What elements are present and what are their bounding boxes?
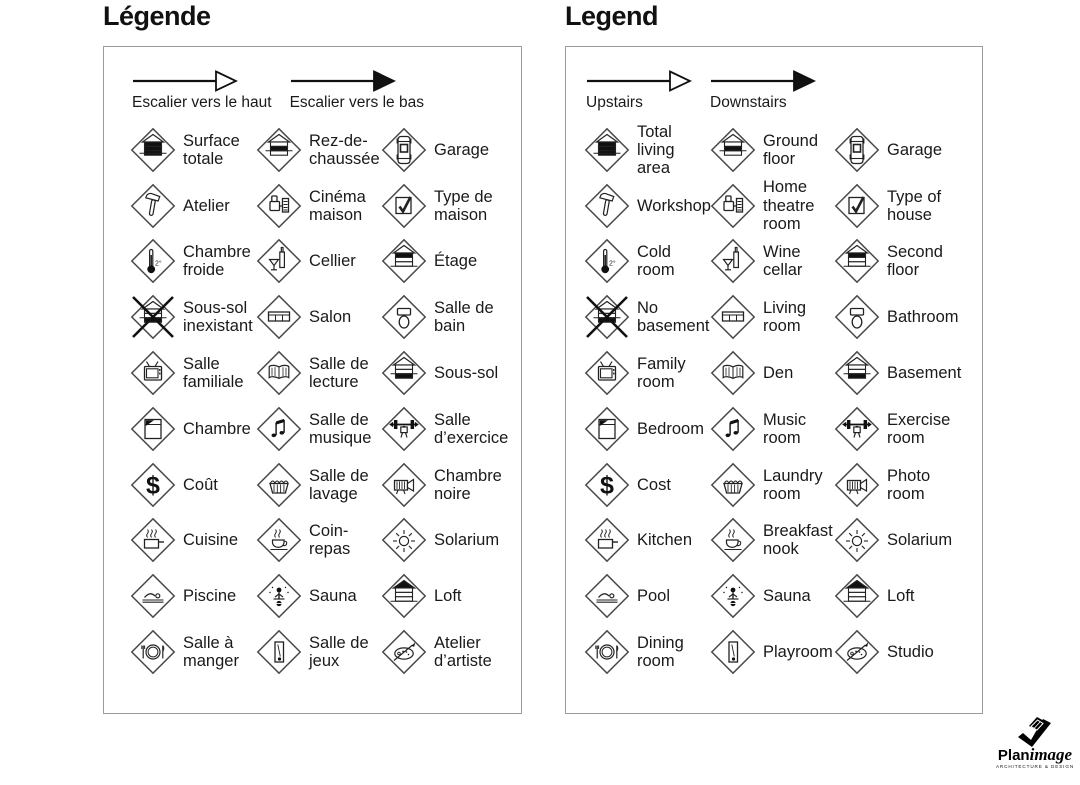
legend-item [710, 350, 834, 396]
tv-icon [584, 350, 630, 396]
checkbox-icon [834, 183, 880, 229]
legend-item [710, 406, 834, 452]
legend-item-label: Sauna [309, 587, 357, 606]
legend-item-label: Loft [887, 587, 915, 606]
legend-item-label: Laundry room [763, 466, 823, 503]
sauna-icon [710, 573, 756, 619]
legend-item-label: Total living area [637, 122, 675, 177]
legend-item-label: Den [763, 364, 794, 382]
sun-icon [834, 517, 880, 563]
legend-item [381, 183, 521, 229]
wine-icon [256, 238, 302, 284]
palette-icon [834, 629, 880, 675]
arrow-label: Upstairs [586, 94, 643, 111]
plate-icon [130, 629, 176, 675]
legend-item [584, 573, 710, 619]
pot-icon [130, 517, 176, 563]
legend-item-label: Salle de lecture [309, 354, 369, 392]
legend-item-label: Coin-repas [309, 522, 351, 559]
planimage-logo [986, 714, 1080, 769]
bed-icon [130, 406, 176, 452]
legend-item-label: Salle d’exercice [434, 410, 509, 447]
sauna-icon [256, 573, 302, 619]
legend-item [381, 573, 521, 619]
stairs-up-block [132, 69, 272, 112]
house-second-icon [834, 238, 880, 284]
legend-item-label: Bathroom [887, 308, 959, 327]
house-basement-icon [381, 350, 427, 396]
legend-item [834, 238, 974, 284]
stairs-up-block [586, 69, 692, 112]
legend-item-label: Second floor [887, 243, 943, 280]
legend-item [710, 294, 834, 340]
barbell-icon [381, 406, 427, 452]
svg-text:2°: 2° [155, 260, 162, 268]
legend-item [834, 517, 974, 563]
arrow-label: Downstairs [710, 94, 787, 111]
legend-item [584, 517, 710, 563]
book-icon [256, 350, 302, 396]
stairs-down-block [290, 69, 424, 112]
projector-icon [710, 183, 756, 229]
thermometer-icon [130, 238, 176, 284]
arrow-filled-icon [710, 69, 816, 93]
pool-icon [584, 573, 630, 619]
legend-item [130, 629, 256, 675]
legend-item [256, 406, 381, 452]
legend-item [130, 573, 256, 619]
legend-item-label: Rez-de-chaussée [309, 131, 380, 168]
house-nobasement-icon [584, 294, 630, 340]
svg-text:2°: 2° [609, 260, 616, 268]
pooltable-icon [256, 629, 302, 675]
stair-arrows [132, 69, 521, 112]
legend-item [834, 629, 974, 675]
music-icon [710, 406, 756, 452]
barbell-icon [834, 406, 880, 452]
legend-item [256, 294, 381, 340]
legend-item-label: Surface totale [183, 131, 240, 168]
legend-item [381, 238, 521, 284]
laundry-icon [710, 462, 756, 508]
legend-item-label: Ground floor [763, 131, 819, 168]
laundry-icon [256, 462, 302, 508]
legend-item-label: Coût [183, 475, 218, 494]
arrow-label: Escalier vers le bas [289, 94, 424, 111]
legend-item-label: Playroom [763, 642, 833, 661]
legend-item [381, 127, 521, 173]
legend-item [130, 406, 256, 452]
legend-item-label: Sous-sol [434, 364, 499, 382]
legend-item-label: Exercise room [887, 410, 951, 447]
legend-item-label: Dining room [637, 633, 684, 671]
bed-icon [584, 406, 630, 452]
legend-item [130, 350, 256, 396]
checkbox-icon [381, 183, 427, 229]
pot-icon [584, 517, 630, 563]
house-ground-icon [256, 127, 302, 173]
legend-item [381, 462, 521, 508]
legend-item [381, 406, 521, 452]
projector-icon [256, 183, 302, 229]
thermometer-icon [584, 238, 630, 284]
camera-icon [834, 462, 880, 508]
book-icon [710, 350, 756, 396]
legend-item [584, 123, 710, 177]
legend-item [584, 406, 710, 452]
legend-item [710, 178, 834, 232]
legend-item [256, 127, 381, 173]
dollar-icon [584, 462, 630, 508]
arrow-filled-icon [290, 69, 396, 93]
hammer-icon [584, 183, 630, 229]
arrow-outline-icon [132, 69, 238, 93]
legend-item-label: Workshop [637, 196, 711, 215]
legend-item-label: Type de maison [434, 187, 493, 224]
legend-item-label: Family room [637, 354, 686, 392]
legend-item [256, 350, 381, 396]
coffee-icon [256, 517, 302, 563]
sofa-icon [256, 294, 302, 340]
legend-item-label: Cuisine [183, 531, 239, 550]
toilet-icon [834, 294, 880, 340]
legend-item-label: Atelier d’artiste [434, 633, 492, 671]
plate-icon [584, 629, 630, 675]
legend-item-label: Salon [309, 308, 352, 327]
legend-item-label: Basement [887, 364, 962, 382]
toilet-icon [381, 294, 427, 340]
legend-item [584, 462, 710, 508]
legend-item-label: Salle de musique [309, 410, 372, 447]
legend-item-label: Salle de lavage [309, 466, 369, 503]
tv-icon [130, 350, 176, 396]
house-basement-icon [834, 350, 880, 396]
legend-item-label: Chambre froide [183, 243, 251, 280]
legend-item [256, 517, 381, 563]
legend-item [834, 127, 974, 173]
legend-item [834, 294, 974, 340]
legend-item [834, 350, 974, 396]
stairs-down-block [710, 69, 816, 112]
legend-item-label: Music room [763, 410, 807, 447]
house-total-icon [584, 127, 630, 173]
legend-item [130, 517, 256, 563]
legend-item-label: Home theatre room [763, 178, 815, 233]
planimage-emblem-icon [1013, 714, 1057, 748]
legend-item-label: Cinéma maison [309, 187, 366, 224]
pooltable-icon [710, 629, 756, 675]
legend-item-label: Living room [763, 299, 807, 336]
legend-item [256, 238, 381, 284]
legend-item [584, 183, 710, 229]
legend-item-label: Salle de bain [434, 299, 494, 336]
legend-item-label: No basement [637, 299, 710, 336]
legend-item [710, 127, 834, 173]
legend-item [130, 294, 256, 340]
legend-item-label: Studio [887, 642, 934, 661]
house-loft-icon [834, 573, 880, 619]
legend-title-french: Légende [103, 1, 211, 31]
legend-item-label: Piscine [183, 587, 237, 606]
legend-item-label: Kitchen [637, 531, 693, 550]
hammer-icon [130, 183, 176, 229]
legend-item [381, 350, 521, 396]
stair-arrows [586, 69, 982, 112]
legend-item [584, 294, 710, 340]
house-ground-icon [710, 127, 756, 173]
legend-item-label: Atelier [183, 196, 230, 215]
legend-item-label: Chambre [183, 419, 251, 438]
legend-item-label: Cellier [309, 252, 356, 271]
legend-item-label: Type of house [887, 187, 942, 224]
house-loft-icon [381, 573, 427, 619]
legend-item [584, 238, 710, 284]
legend-item-label: Loft [434, 587, 462, 606]
legend-panel-french [103, 46, 522, 714]
coffee-icon [710, 517, 756, 563]
pool-icon [130, 573, 176, 619]
sofa-icon [710, 294, 756, 340]
legend-item [710, 238, 834, 284]
legend-item [130, 462, 256, 508]
legend-panel-english [565, 46, 983, 714]
legend-item [584, 629, 710, 675]
legend-item [130, 127, 256, 173]
sun-icon [381, 517, 427, 563]
logo-wordmark: Planimage [997, 745, 1073, 764]
legend-item-label: Solarium [887, 531, 953, 550]
legend-item-label: Salle de jeux [309, 633, 369, 671]
legend-item-label: Sauna [763, 587, 811, 606]
legend-item-label: Chambre noire [434, 466, 502, 503]
legend-item-label: Photo room [887, 466, 931, 503]
legend-item [381, 294, 521, 340]
dollar-icon [130, 462, 176, 508]
wine-icon [710, 238, 756, 284]
legend-item-label: Salle à manger [183, 633, 239, 671]
legend-item-label: Sous-sol inexistant [183, 299, 253, 336]
legend-item-label: Cost [637, 475, 671, 494]
palette-icon [381, 629, 427, 675]
arrow-label: Escalier vers le haut [132, 94, 272, 111]
legend-item [710, 462, 834, 508]
legend-item-label: Étage [434, 252, 478, 271]
legend-item [256, 573, 381, 619]
legend-item-label: Pool [637, 587, 671, 606]
camera-icon [381, 462, 427, 508]
legend-item-label: Wine cellar [763, 243, 803, 280]
house-nobasement-icon [130, 294, 176, 340]
legend-item-label: Garage [434, 140, 490, 159]
garage-icon [381, 127, 427, 173]
logo-subtext: ARCHITECTURE & DESIGN [995, 764, 1075, 769]
legend-item-label: Bedroom [637, 419, 704, 438]
legend-item [710, 573, 834, 619]
legend-item [256, 183, 381, 229]
legend-item-label: Salle familiale [183, 354, 244, 392]
garage-icon [834, 127, 880, 173]
legend-item [834, 406, 974, 452]
legend-item [130, 238, 256, 284]
svg-text:$: $ [146, 471, 160, 500]
legend-item [834, 573, 974, 619]
legend-item [256, 462, 381, 508]
legend-item [256, 629, 381, 675]
legend-item-label: Breakfast nook [763, 522, 833, 559]
legend-title-english: Legend [565, 1, 659, 31]
arrow-outline-icon [586, 69, 692, 93]
legend-item-label: Garage [887, 140, 943, 159]
legend-item [710, 629, 834, 675]
music-icon [256, 406, 302, 452]
legend-item [834, 462, 974, 508]
house-second-icon [381, 238, 427, 284]
legend-item [834, 183, 974, 229]
legend-item-label: Solarium [434, 531, 500, 550]
legend-item [130, 183, 256, 229]
legend-item [710, 517, 834, 563]
svg-text:$: $ [600, 471, 614, 500]
legend-item [584, 350, 710, 396]
house-total-icon [130, 127, 176, 173]
legend-grid [584, 122, 982, 680]
legend-item-label: Cold room [637, 243, 675, 280]
legend-grid [130, 122, 521, 680]
legend-item [381, 629, 521, 675]
legend-item [381, 517, 521, 563]
